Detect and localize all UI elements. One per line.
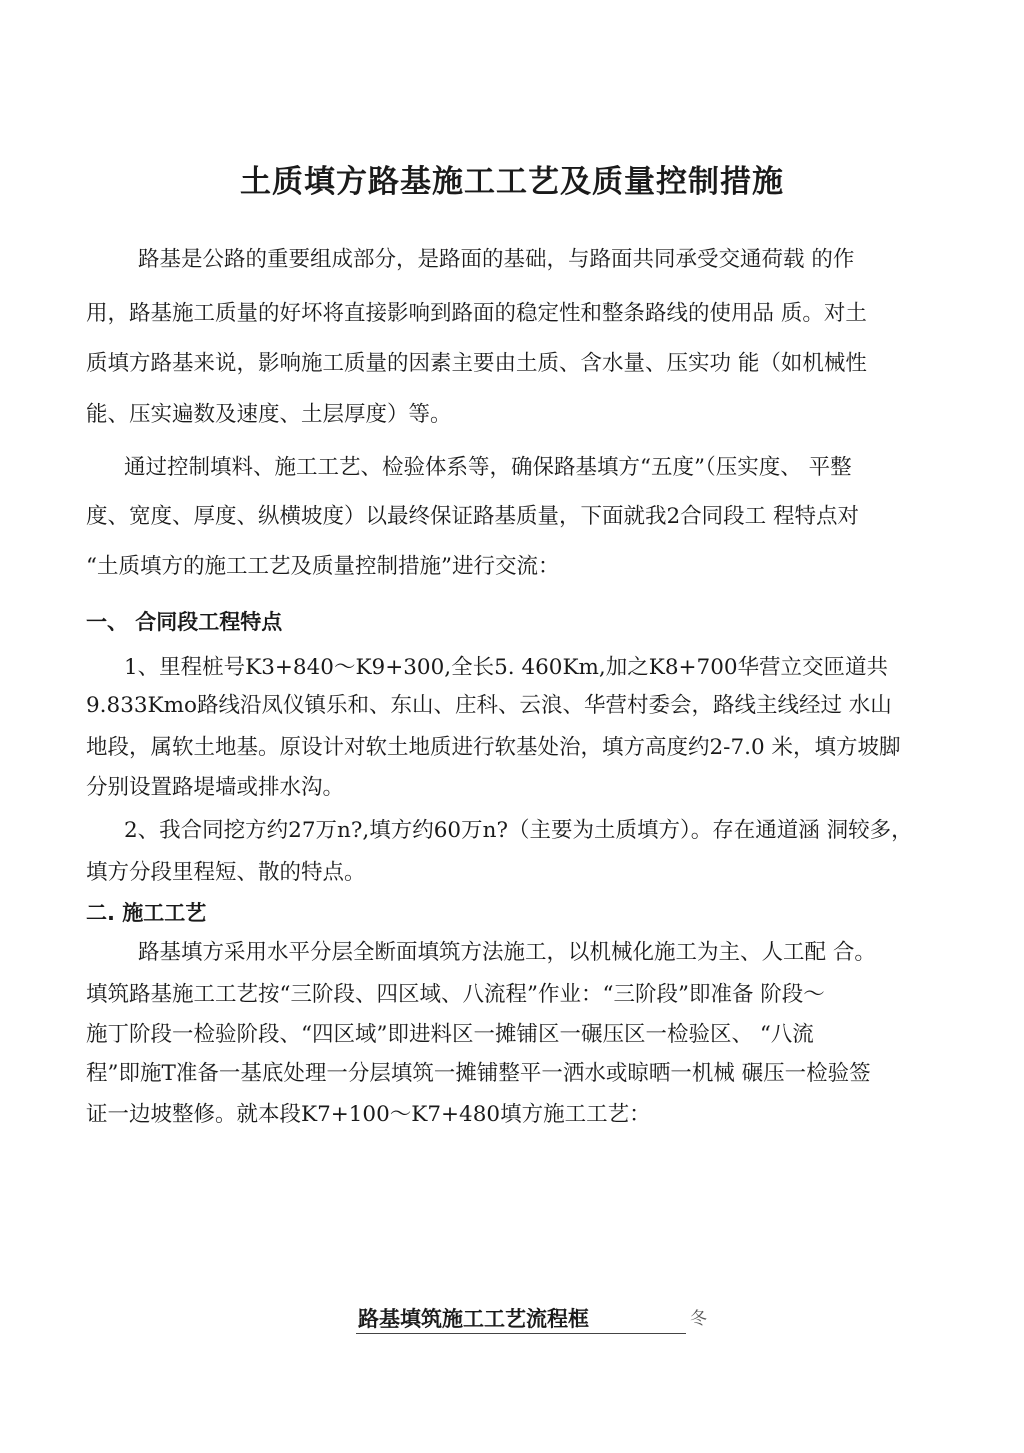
line-text: 用，路基施工质量的好坏将直接影响到路面的稳定性和整条路线的使用品 质。对土: [86, 301, 867, 326]
flow-chart-mark: 冬: [690, 1309, 707, 1329]
line-text: 9.833Kmo路线沿凤仪镇乐和、东山、庄科、云浪、华营村委会，路线主线经过 水山: [86, 693, 892, 718]
line-text: 填筑路基施工工艺按“三阶段、四区域、八流程”作业：“三阶段”即准备 阶段～: [86, 982, 825, 1007]
document-title: 土质填方路基施工工艺及质量控制措施: [240, 164, 784, 200]
line-text: 路基填方采用水平分层全断面填筑方法施工，以机械化施工为主、人工配 合。: [138, 940, 876, 965]
line-text: 路基是公路的重要组成部分，是路面的基础，与路面共同承受交通荷载 的作: [138, 247, 855, 272]
heading-text: 二. 施工工艺: [86, 901, 207, 925]
line-text: 证一边坡整修。就本段K7+100～K7+480填方施工工艺：: [86, 1102, 651, 1127]
line-text: 能、压实遍数及速度、土层厚度）等。: [86, 402, 452, 427]
line-text: 填方分段里程短、散的特点。: [86, 860, 366, 885]
line-text: 分别设置路堤墙或排水沟。: [86, 775, 345, 800]
line-text: 施丁阶段一检验阶段、“四区域”即进料区一摊铺区一碾压区一检验区、 “八流: [86, 1022, 814, 1047]
line-text: 程”即施T准备一基底处理一分层填筑一摊铺整平一洒水或晾晒一机械 碾压一检验签: [86, 1061, 871, 1086]
heading-text: 一、 合同段工程特点: [86, 610, 283, 634]
flow-chart-title: 路基填筑施工工艺流程框: [358, 1307, 589, 1331]
line-text: “土质填方的施工工艺及质量控制措施”进行交流：: [86, 554, 560, 579]
line-text: 地段，属软土地基。原设计对软土地质进行软基处治，填方高度约2-7.0 米，填方坡脚: [86, 735, 901, 760]
line-text: 2、我合同挖方约27万n?,填方约60万n?（主要为土质填方）。存在通道涵 洞较多，: [124, 818, 913, 843]
flow-chart-underline: [356, 1333, 686, 1334]
line-text: 质填方路基来说，影响施工质量的因素主要由土质、含水量、压实功 能（如机械性: [86, 351, 867, 376]
line-text: 1、里程桩号K3+840～K9+300,全长5. 460Km,加之K8+700华营立交匝道共: [124, 655, 889, 680]
line-text: 通过控制填料、施工工艺、检验体系等，确保路基填方“五度”（压实度、 平整: [124, 455, 852, 480]
line-text: 度、宽度、厚度、纵横坡度）以最终保证路基质量，下面就我2合同段工 程特点对: [86, 504, 860, 529]
